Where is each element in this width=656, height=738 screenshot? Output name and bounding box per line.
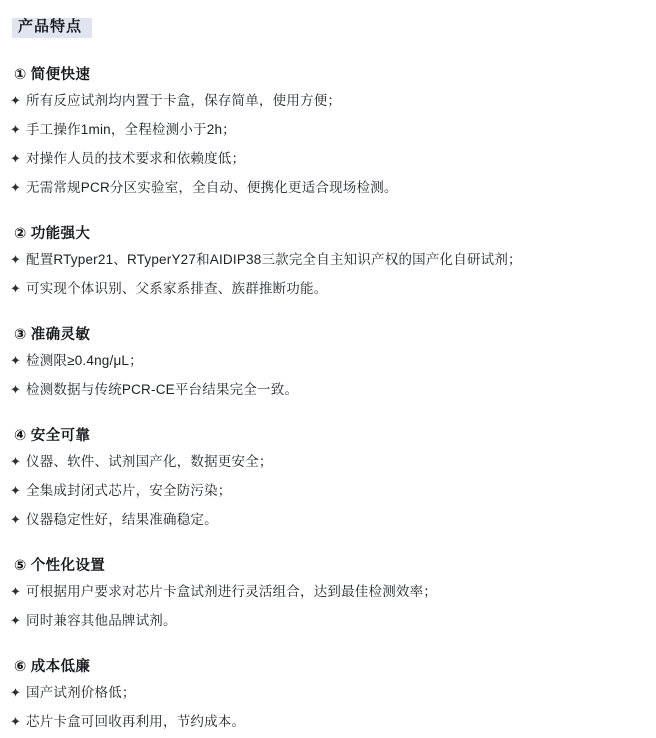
section-number: ⑤ [14,558,27,574]
bullet-marker-icon: ✦ [10,281,22,296]
section-title [14,655,642,676]
bullet-list [10,447,642,534]
bullet-item [10,678,642,707]
bullet-list [10,577,642,635]
section-title-label: 个性化设置 [30,558,106,574]
section-number: ② [14,226,27,242]
section-number: ④ [14,428,27,444]
bullet-marker-icon: ✦ [10,353,22,368]
section-title [14,424,642,445]
bullet-item [10,707,642,736]
bullet-text: 可实现个体识别、父系家系排查、族群推断功能。 [26,281,328,296]
section-title-label: 成本低廉 [30,659,91,675]
bullet-text: 国产试剂价格低； [26,685,136,700]
bullet-marker-icon: ✦ [10,714,22,729]
bullet-text: 检测限≥0.4ng/μL； [26,353,143,368]
section-title-label: 准确灵敏 [30,327,91,343]
bullet-marker-icon: ✦ [10,122,22,137]
feature-section [10,655,642,736]
bullet-marker-icon: ✦ [10,180,22,195]
bullet-list [10,678,642,736]
bullet-marker-icon: ✦ [10,483,22,498]
bullet-text: 检测数据与传统PCR-CE平台结果完全一致。 [26,382,299,397]
bullet-text: 仪器稳定性好，结果准确稳定。 [26,512,218,527]
page-title: 产品特点 [18,18,83,35]
page-title-banner [12,12,92,41]
bullet-item [10,274,642,303]
bullet-text: 无需常规PCR分区实验室，全自动、便携化更适合现场检测。 [26,180,398,195]
bullet-text: 可根据用户要求对芯片卡盒试剂进行灵活组合，达到最佳检测效率； [26,584,437,599]
feature-section [10,63,642,202]
bullet-marker-icon: ✦ [10,584,22,599]
feature-section [10,424,642,534]
bullet-item [10,86,642,115]
bullet-marker-icon: ✦ [10,685,22,700]
bullet-marker-icon: ✦ [10,454,22,469]
section-title [14,323,642,344]
bullet-item [10,577,642,606]
bullet-list [10,346,642,404]
bullet-marker-icon: ✦ [10,93,22,108]
feature-sections [10,63,642,736]
bullet-item [10,447,642,476]
section-title [14,554,642,575]
feature-section [10,323,642,404]
bullet-text: 同时兼容其他品牌试剂。 [26,613,177,628]
bullet-item [10,606,642,635]
feature-section [10,554,642,635]
bullet-list [10,86,642,202]
bullet-item [10,375,642,404]
bullet-marker-icon: ✦ [10,151,22,166]
feature-section [10,222,642,303]
bullet-text: 仪器、软件、试剂国产化，数据更安全； [26,454,273,469]
section-number: ⑥ [14,659,27,675]
bullet-item [10,144,642,173]
section-title [14,63,642,84]
section-number: ① [14,67,27,83]
bullet-text: 配置RTyper21、RTyperY27和AIDIP38三款完全自主知识产权的国产化自研试剂； [26,252,522,267]
bullet-marker-icon: ✦ [10,613,22,628]
section-title-label: 安全可靠 [30,428,91,444]
bullet-item [10,346,642,375]
bullet-marker-icon: ✦ [10,252,22,267]
bullet-item [10,245,642,274]
section-title-label: 简便快速 [30,67,91,83]
bullet-item [10,173,642,202]
bullet-marker-icon: ✦ [10,382,22,397]
bullet-list [10,245,642,303]
bullet-item [10,505,642,534]
bullet-item [10,476,642,505]
section-title [14,222,642,243]
section-title-label: 功能强大 [30,226,91,242]
bullet-marker-icon: ✦ [10,512,22,527]
bullet-text: 芯片卡盒可回收再利用，节约成本。 [26,714,246,729]
section-number: ③ [14,327,27,343]
bullet-text: 对操作人员的技术要求和依赖度低； [26,151,246,166]
bullet-text: 手工操作1min，全程检测小于2h； [26,122,236,137]
bullet-text: 全集成封闭式芯片，安全防污染； [26,483,232,498]
bullet-text: 所有反应试剂均内置于卡盒，保存简单，使用方便； [26,93,342,108]
bullet-item [10,115,642,144]
